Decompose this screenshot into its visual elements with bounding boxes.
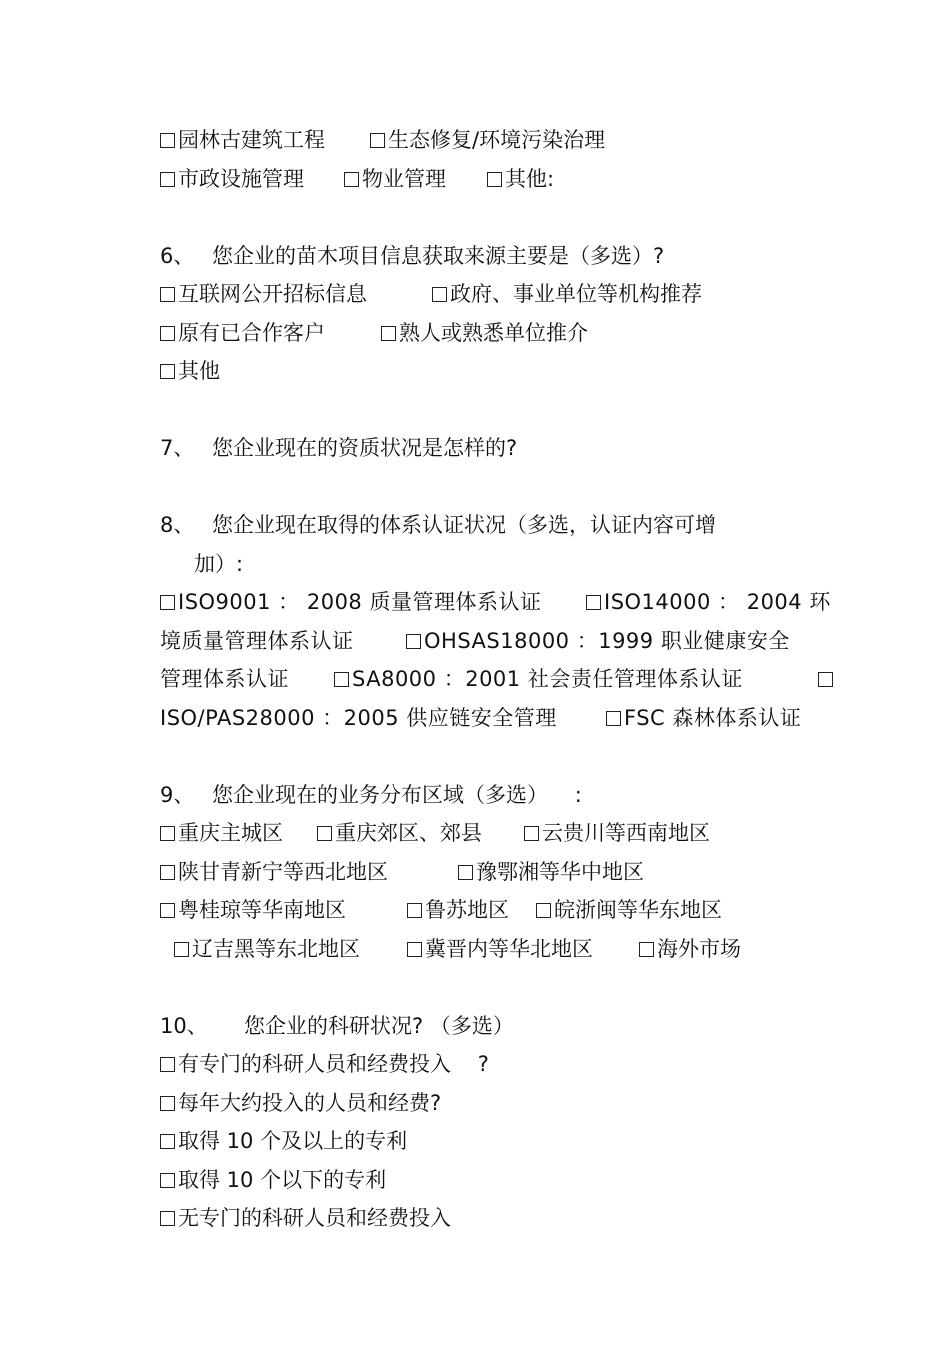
- question-text: 您企业现在的业务分布区域（多选） :: [212, 782, 582, 807]
- checkbox[interactable]: [160, 326, 175, 341]
- checkbox[interactable]: [160, 1134, 175, 1149]
- question-number: 8、: [160, 513, 195, 537]
- option-label: 每年大约投入的人员和经费?: [178, 1090, 442, 1115]
- option-item[interactable]: [370, 121, 605, 160]
- option-label: 皖浙闽等华东地区: [554, 898, 722, 922]
- options-row: [160, 160, 840, 199]
- options-row: [160, 275, 840, 314]
- checkbox[interactable]: [487, 172, 502, 187]
- question-text: 您企业的苗木项目信息获取来源主要是（多选）?: [212, 243, 665, 268]
- option-item[interactable]: [160, 583, 586, 622]
- option-item[interactable]: [407, 891, 536, 930]
- question-number: 7、: [160, 436, 195, 460]
- option-label: 鲁苏地区: [425, 898, 509, 922]
- option-label: 市政设施管理: [178, 166, 304, 191]
- option-item[interactable]: [536, 891, 722, 930]
- question-9: [160, 776, 840, 815]
- options-row: [160, 121, 840, 160]
- checkbox[interactable]: [160, 1211, 175, 1226]
- option-label: 陕甘青新宁等西北地区: [178, 859, 388, 884]
- checkbox[interactable]: [407, 942, 422, 957]
- option-item[interactable]: [639, 930, 741, 969]
- option-item[interactable]: [160, 814, 317, 853]
- option-label: ISO/PAS28000 ：2005 供应链安全管理: [160, 705, 557, 730]
- option-label: 其他: [178, 359, 220, 383]
- checkbox[interactable]: [407, 903, 422, 918]
- question-number: 6、: [160, 243, 195, 268]
- option-label: 互联网公开招标信息: [178, 282, 367, 306]
- option-item[interactable]: [407, 930, 639, 969]
- option-label: ISO14000 ： 2004 环: [604, 590, 831, 614]
- option-label: 重庆主城区: [178, 821, 283, 845]
- option-label: 物业管理: [362, 166, 446, 191]
- option-item[interactable]: [160, 121, 370, 160]
- option-item[interactable]: [344, 160, 487, 199]
- option-item[interactable]: [160, 853, 458, 892]
- checkbox[interactable]: [370, 133, 385, 148]
- checkbox[interactable]: [344, 172, 359, 187]
- option-item[interactable]: [160, 160, 344, 199]
- option-item[interactable]: [160, 1084, 840, 1123]
- option-label: 冀晋内等华北地区: [425, 936, 593, 961]
- checkbox[interactable]: [160, 364, 175, 379]
- checkbox[interactable]: [606, 711, 621, 726]
- option-label: SA8000 ：2001 社会责任管理体系认证: [352, 667, 743, 691]
- option-label: 取得 10 个以下的专利: [178, 1167, 387, 1192]
- options-row: [160, 930, 840, 969]
- question-text-continued: 加）:: [194, 551, 244, 576]
- option-label: ISO9001 ： 2008 质量管理体系认证: [178, 590, 542, 614]
- option-label: 生态修复/环境污染治理: [388, 128, 606, 152]
- checkbox[interactable]: [160, 287, 175, 302]
- checkbox[interactable]: [524, 826, 539, 841]
- question-text: 您企业的科研状况? （多选）: [244, 1013, 514, 1038]
- option-label: 海外市场: [657, 936, 741, 961]
- option-label: 有专门的科研人员和经费投入 ?: [178, 1052, 489, 1076]
- question-10: [160, 1007, 840, 1046]
- option-item[interactable]: [160, 1199, 840, 1238]
- question-8: [160, 506, 840, 545]
- cert-row: [160, 699, 840, 738]
- option-item[interactable]: [160, 1122, 840, 1161]
- option-label: FSC 森林体系认证: [624, 705, 802, 730]
- option-label: 云贵川等西南地区: [542, 821, 710, 845]
- checkbox[interactable]: [160, 903, 175, 918]
- checkbox[interactable]: [334, 672, 349, 687]
- option-label: 园林古建筑工程: [178, 128, 325, 152]
- options-row: [160, 314, 840, 353]
- checkbox[interactable]: [639, 942, 654, 957]
- option-label: OHSAS18000 ：1999 职业健康安全: [424, 628, 790, 653]
- checkbox[interactable]: [160, 172, 175, 187]
- checkbox[interactable]: [174, 942, 189, 957]
- option-label: 政府、事业单位等机构推荐: [450, 282, 702, 306]
- cert-row: [160, 583, 840, 622]
- options-row: [160, 891, 840, 930]
- option-label: 熟人或熟悉单位推介: [399, 320, 588, 345]
- option-item[interactable]: [381, 314, 588, 353]
- cert-row: [160, 622, 840, 661]
- checkbox[interactable]: [160, 595, 175, 610]
- option-label: 取得 10 个及以上的专利: [178, 1129, 408, 1153]
- checkbox[interactable]: [160, 826, 175, 841]
- option-label: 管理体系认证: [160, 667, 289, 691]
- question-text: 您企业现在取得的体系认证状况（多选，认证内容可增: [212, 513, 716, 537]
- option-item[interactable]: [160, 314, 381, 353]
- option-item[interactable]: [317, 814, 524, 853]
- checkbox[interactable]: [317, 826, 332, 841]
- checkbox[interactable]: [406, 634, 421, 649]
- option-label: 其他:: [505, 166, 555, 191]
- checkbox[interactable]: [458, 865, 473, 880]
- checkbox[interactable]: [160, 865, 175, 880]
- option-item[interactable]: [432, 275, 702, 314]
- checkbox[interactable]: [536, 903, 551, 918]
- option-label: 辽吉黑等东北地区: [192, 936, 360, 961]
- option-label: 无专门的科研人员和经费投入: [178, 1206, 451, 1230]
- option-item[interactable]: [160, 275, 432, 314]
- question-6: [160, 237, 840, 276]
- option-item[interactable]: [524, 814, 710, 853]
- option-item[interactable]: [160, 1045, 840, 1084]
- checkbox[interactable]: [160, 1057, 175, 1072]
- option-item[interactable]: [160, 891, 407, 930]
- checkbox[interactable]: [586, 595, 601, 610]
- checkbox[interactable]: [381, 326, 396, 341]
- cert-row: [160, 660, 840, 699]
- option-label: 粤桂琼等华南地区: [178, 898, 346, 922]
- option-item[interactable]: [160, 1161, 840, 1200]
- options-row: [160, 853, 840, 892]
- question-number: 10、: [160, 1013, 208, 1038]
- option-item[interactable]: [586, 583, 831, 622]
- question-number: 9、: [160, 782, 195, 807]
- option-item[interactable]: [458, 853, 644, 892]
- option-label: 豫鄂湘等华中地区: [476, 859, 644, 884]
- option-label: 重庆郊区、郊县: [335, 821, 482, 845]
- checkbox[interactable]: [160, 133, 175, 148]
- checkbox[interactable]: [160, 1096, 175, 1111]
- question-text: 您企业现在的资质状况是怎样的?: [212, 436, 518, 460]
- option-item[interactable]: [606, 699, 801, 738]
- checkbox[interactable]: [432, 287, 447, 302]
- checkbox[interactable]: [160, 1173, 175, 1188]
- option-item[interactable]: [406, 622, 790, 661]
- question-7: [160, 429, 840, 468]
- option-label: 境质量管理体系认证: [160, 628, 354, 653]
- survey-content: [160, 121, 840, 1238]
- options-row: [160, 814, 840, 853]
- option-label: 原有已合作客户: [178, 320, 325, 345]
- options-row: [160, 352, 840, 391]
- option-item[interactable]: [487, 160, 554, 199]
- option-item[interactable]: [174, 930, 407, 969]
- option-item[interactable]: [160, 352, 220, 391]
- checkbox[interactable]: [818, 672, 833, 687]
- option-item[interactable]: [334, 660, 818, 699]
